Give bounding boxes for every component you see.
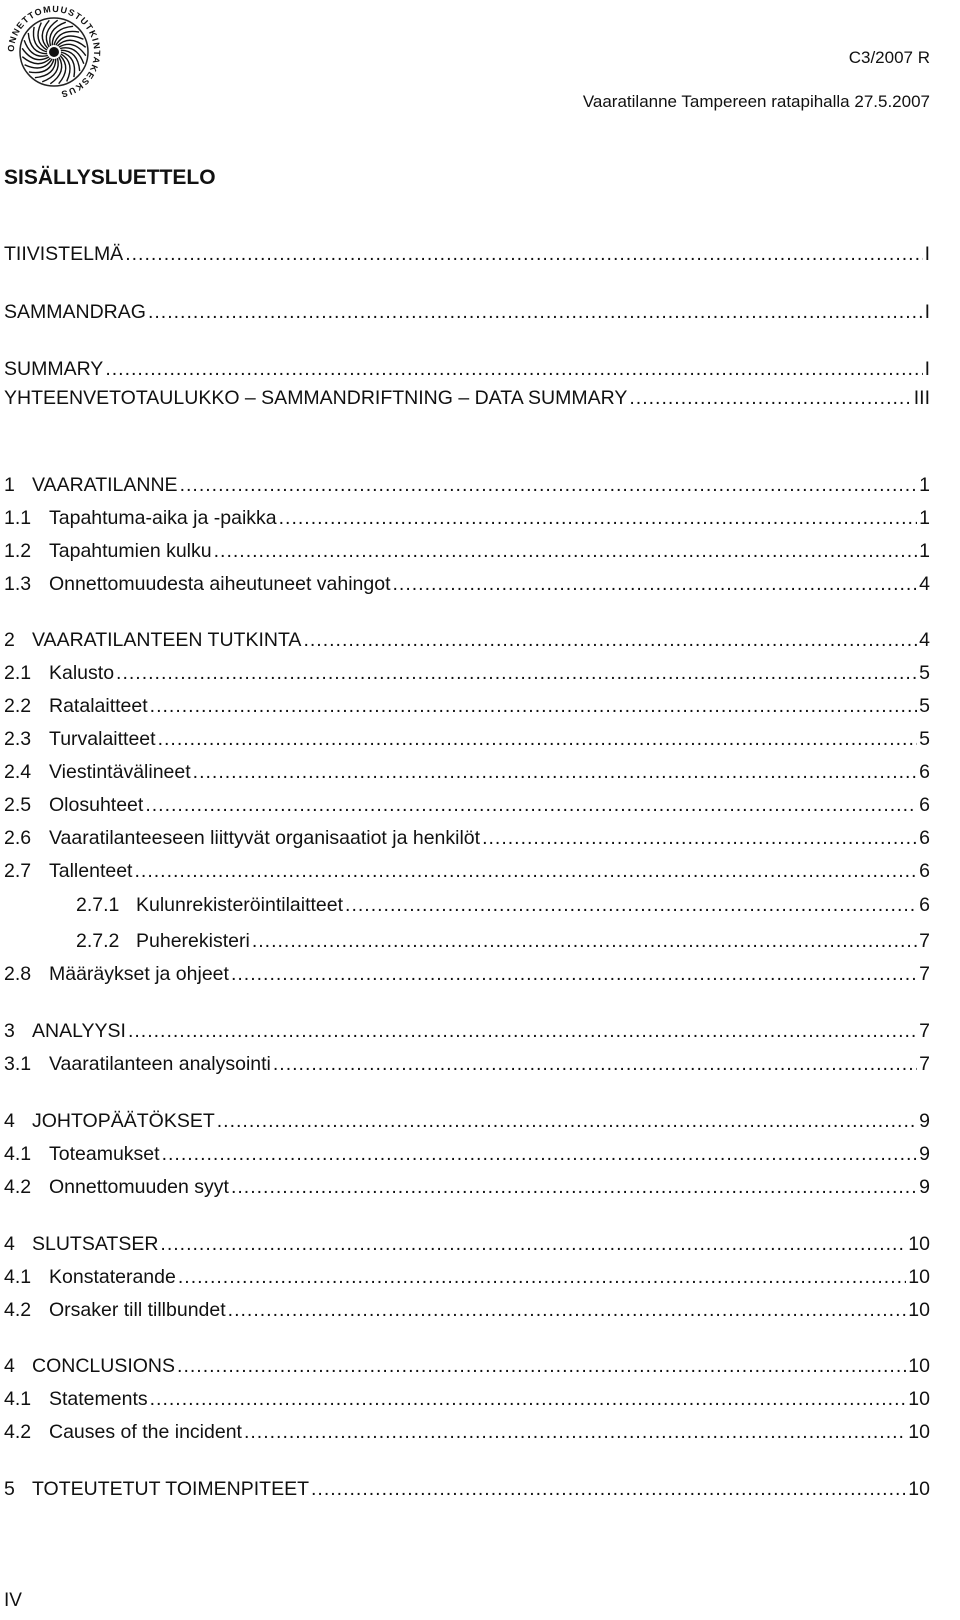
toc-entry[interactable]: [4, 473, 930, 497]
toc-entry-page: 10: [908, 1266, 930, 1288]
toc-entry[interactable]: [4, 1175, 930, 1199]
toc-entry-number: 2.7.2: [76, 930, 120, 952]
toc-entry-page: 10: [908, 1421, 930, 1443]
toc-entry[interactable]: [4, 357, 930, 381]
toc-entry-number: 1.2: [4, 540, 32, 562]
dot-leader: [158, 727, 918, 751]
toc-entry-title: Vaaratilanteen analysointi: [49, 1053, 271, 1075]
toc-entry[interactable]: [4, 1265, 930, 1289]
toc-entry-page: 4: [919, 573, 930, 595]
toc-entry-title: ANALYYSI: [32, 1020, 126, 1042]
toc-entry[interactable]: [4, 793, 930, 817]
dot-leader: [116, 661, 917, 685]
toc-entry-number: 3: [4, 1020, 15, 1042]
toc-entry-number: 4.1: [4, 1388, 32, 1410]
toc-entry-page: 10: [908, 1355, 930, 1377]
toc-entry-title: Ratalaitteet: [49, 695, 148, 717]
dot-leader: [177, 1354, 906, 1378]
toc-entry[interactable]: [4, 661, 930, 685]
toc-heading: SISÄLLYSLUETTELO: [4, 166, 216, 189]
toc-entry-page: 6: [919, 761, 930, 783]
toc-entry-page: 10: [908, 1388, 930, 1410]
toc-entry-page: 4: [919, 629, 930, 651]
toc-entry-title: VAARATILANTEEN TUTKINTA: [32, 629, 302, 651]
toc-entry-page: 7: [919, 1053, 930, 1075]
dot-leader: [180, 473, 918, 497]
toc-entry-title: Causes of the incident: [49, 1421, 242, 1443]
toc-entry-title: TIIVISTELMÄ: [4, 243, 124, 265]
toc-entry-page: 10: [908, 1299, 930, 1321]
toc-entry-title: Tapahtuma-aika ja -paikka: [49, 507, 277, 529]
toc-entry-title: Turvalaitteet: [49, 728, 156, 750]
toc-entry-page: 6: [919, 860, 930, 882]
toc-entry-title: Statements: [49, 1388, 148, 1410]
toc-entry-number: 2.5: [4, 794, 32, 816]
dot-leader: [273, 1052, 917, 1076]
toc-entry-title: SLUTSATSER: [32, 1233, 159, 1255]
toc-entry[interactable]: [4, 628, 930, 652]
toc-entry[interactable]: [4, 1052, 930, 1076]
dot-leader: [244, 1420, 906, 1444]
toc-entry-number: 2.2: [4, 695, 32, 717]
toc-entry-page: I: [924, 301, 930, 323]
toc-entry-number: 1.3: [4, 573, 32, 595]
toc-entry[interactable]: [4, 826, 930, 850]
toc-entry[interactable]: [4, 1387, 930, 1411]
toc-entry[interactable]: [76, 893, 930, 917]
toc-entry[interactable]: [4, 1477, 930, 1501]
toc-entry-number: 2.7: [4, 860, 32, 882]
toc-entry[interactable]: [4, 386, 930, 410]
toc-entry[interactable]: [4, 1420, 930, 1444]
toc-entry-title: Puherekisteri: [136, 930, 250, 952]
toc-entry-number: 2.8: [4, 963, 32, 985]
dot-leader: [231, 1175, 917, 1199]
dot-leader: [162, 1142, 918, 1166]
logo-ring-text: ONNETTOMUUSTUTKINTAKESKUS: [5, 3, 103, 100]
toc-entry-title: Konstaterande: [49, 1266, 176, 1288]
toc-entry-page: 9: [919, 1143, 930, 1165]
toc-entry[interactable]: [4, 1354, 930, 1378]
toc-entry-number: 1: [4, 474, 15, 496]
toc-entry-title: Onnettomuuden syyt: [49, 1176, 229, 1198]
toc-entry-title: TOTEUTETUT TOIMENPITEET: [32, 1478, 309, 1500]
toc-entry-number: 3.1: [4, 1053, 32, 1075]
toc-entry-page: 1: [919, 540, 930, 562]
toc-entry-title: Vaaratilanteeseen liittyvät organisaatiot ja henkilöt: [49, 827, 481, 849]
toc-entry-number: 4.2: [4, 1176, 32, 1198]
dot-leader: [252, 929, 917, 953]
toc-entry-title: Kalusto: [49, 662, 115, 684]
dot-leader: [125, 242, 922, 266]
toc-entry-page: 5: [919, 695, 930, 717]
toc-entry-page: 7: [919, 930, 930, 952]
toc-entry-number: 2: [4, 629, 15, 651]
toc-entry-number: 4.2: [4, 1299, 32, 1321]
dot-leader: [150, 694, 917, 718]
toc-entry-number: 1.1: [4, 507, 32, 529]
toc-entry[interactable]: [4, 962, 930, 986]
dot-leader: [279, 506, 918, 530]
toc-entry[interactable]: [4, 1232, 930, 1256]
dot-leader: [193, 760, 917, 784]
toc-entry-title: Toteamukset: [49, 1143, 160, 1165]
dot-leader: [148, 300, 923, 324]
toc-entry-title: VAARATILANNE: [32, 474, 178, 496]
dot-leader: [150, 1387, 907, 1411]
toc-entry[interactable]: [4, 1142, 930, 1166]
toc-entry-page: 6: [919, 794, 930, 816]
toc-entry-title: JOHTOPÄÄTÖKSET: [32, 1110, 215, 1132]
dot-leader: [311, 1477, 906, 1501]
toc-entry-page: III: [913, 387, 930, 409]
page-number: IV: [4, 1590, 22, 1611]
toc-entry-title: Määräykset ja ohjeet: [49, 963, 229, 985]
toc-entry-title: Tapahtumien kulku: [49, 540, 212, 562]
toc-entry-page: 6: [919, 827, 930, 849]
document-title: Vaaratilanne Tampereen ratapihalla 27.5.2007: [582, 92, 930, 111]
toc-entry-title: Kulunrekisteröintilaitteet: [136, 894, 344, 916]
toc-entry[interactable]: [76, 929, 930, 953]
toc-entry-number: 5: [4, 1478, 15, 1500]
toc-entry-number: 4: [4, 1233, 15, 1255]
toc-entry[interactable]: [4, 1019, 930, 1043]
dot-leader: [128, 1019, 917, 1043]
dot-leader: [217, 1109, 917, 1133]
toc-entry[interactable]: [4, 1109, 930, 1133]
toc-entry-title: Onnettomuudesta aiheutuneet vahingot: [49, 573, 391, 595]
toc-entry-number: 2.1: [4, 662, 32, 684]
toc-entry-title: CONCLUSIONS: [32, 1355, 176, 1377]
toc-entry[interactable]: [4, 300, 930, 324]
toc-entry-page: 9: [919, 1110, 930, 1132]
dot-leader: [482, 826, 917, 850]
toc-entry-number: 4.1: [4, 1266, 32, 1288]
toc-entry-page: 5: [919, 662, 930, 684]
toc-entry-page: 7: [919, 963, 930, 985]
dot-leader: [178, 1265, 906, 1289]
toc-entry[interactable]: [4, 859, 930, 883]
toc-entry-title: Orsaker till tillbundet: [49, 1299, 226, 1321]
dot-leader: [160, 1232, 906, 1256]
toc-entry-page: 10: [908, 1478, 930, 1500]
toc-entry-page: I: [924, 243, 930, 265]
toc-entry[interactable]: [4, 572, 930, 596]
toc-entry-number: 4.1: [4, 1143, 32, 1165]
toc-entry-page: 7: [919, 1020, 930, 1042]
toc-entry-page: I: [924, 358, 930, 380]
toc-entry-number: 4: [4, 1110, 15, 1132]
dot-leader: [145, 793, 917, 817]
toc-entry-page: 1: [919, 474, 930, 496]
toc-entry-page: 5: [919, 728, 930, 750]
toc-entry[interactable]: [4, 694, 930, 718]
dot-leader: [345, 893, 917, 917]
toc-entry[interactable]: [4, 1298, 930, 1322]
dot-leader: [393, 572, 918, 596]
toc-entry-title: Tallenteet: [49, 860, 133, 882]
toc-entry-title: SAMMANDRAG: [4, 301, 146, 323]
toc-entry-page: 9: [919, 1176, 930, 1198]
toc-entry[interactable]: [4, 539, 930, 563]
toc-entry-page: 1: [919, 507, 930, 529]
document-code: C3/2007 R: [848, 48, 930, 67]
toc-entry-title: YHTEENVETOTAULUKKO – SAMMANDRIFTNING – DATA SUMMARY: [4, 387, 628, 409]
toc-entry-number: 2.3: [4, 728, 32, 750]
toc-entry-number: 2.4: [4, 761, 32, 783]
dot-leader: [134, 859, 917, 883]
dot-leader: [228, 1298, 907, 1322]
toc-entry[interactable]: [4, 760, 930, 784]
toc-entry-page: 10: [908, 1233, 930, 1255]
toc-entry-title: SUMMARY: [4, 358, 104, 380]
dot-leader: [303, 628, 917, 652]
toc-entry-page: 6: [919, 894, 930, 916]
toc-entry-title: Viestintävälineet: [49, 761, 191, 783]
toc-entry[interactable]: [4, 242, 930, 266]
dot-leader: [214, 539, 918, 563]
toc-entry-number: 4: [4, 1355, 15, 1377]
toc-entry-number: 4.2: [4, 1421, 32, 1443]
toc-entry[interactable]: [4, 727, 930, 751]
dot-leader: [231, 962, 917, 986]
toc-entry-number: 2.7.1: [76, 894, 120, 916]
toc-entry[interactable]: [4, 506, 930, 530]
dot-leader: [105, 357, 922, 381]
toc-entry-title: Olosuhteet: [49, 794, 144, 816]
toc-entry-number: 2.6: [4, 827, 32, 849]
dot-leader: [629, 386, 911, 410]
